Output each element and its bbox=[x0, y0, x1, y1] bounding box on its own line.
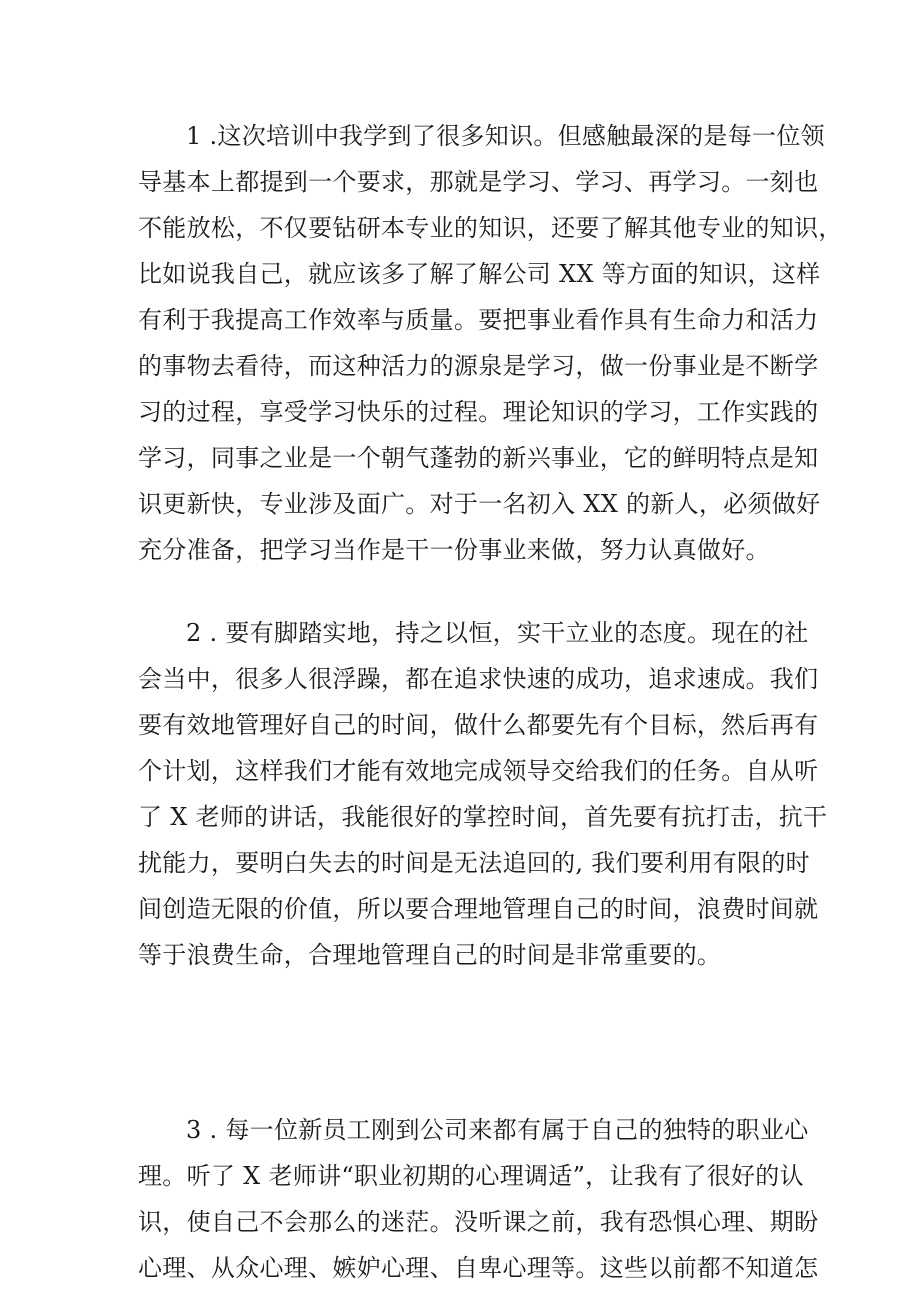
paragraph-2 bbox=[138, 610, 828, 978]
text-line: 的事物去看待，而这种活力的源泉是学习，做一份事业是不断学 bbox=[138, 352, 819, 380]
text-line: 比如说我自己，就应该多了解了解公司 XX 等方面的知识，这样 bbox=[138, 260, 821, 288]
text-line: 学习，同事之业是一个朝气蓬勃的新兴事业，它的鲜明特点是知 bbox=[138, 444, 819, 472]
text-line: 理。听了 X 老师讲“职业初期的心理调适”，让我有了很好的认 bbox=[138, 1162, 804, 1190]
text-line: 要有效地管理好自己的时间，做什么都要先有个目标，然后再有 bbox=[138, 711, 819, 739]
text-line: 识，使自己不会那么的迷茫。没听课之前，我有恐惧心理、期盼 bbox=[138, 1208, 819, 1236]
paragraph-3 bbox=[138, 1107, 819, 1291]
text-line: 充分准备，把学习当作是干一份事业来做，努力认真做好。 bbox=[138, 536, 770, 564]
text-line: 间创造无限的价值，所以要合理地管理自己的时间，浪费时间就 bbox=[138, 895, 819, 923]
text-line: 不能放松，不仅要钻研本专业的知识，还要了解其他专业的知识， bbox=[138, 214, 843, 242]
text-line: 扰能力，要明白失去的时间是无法追回的, 我们要利用有限的时 bbox=[138, 849, 810, 877]
text-line: 1 .这次培训中我学到了很多知识。但感触最深的是每一位领 bbox=[186, 122, 825, 150]
text-line: 2 . 要有脚踏实地，持之以恒，实干立业的态度。现在的社 bbox=[186, 619, 809, 647]
text-line: 个计划，这样我们才能有效地完成领导交给我们的任务。自从听 bbox=[138, 757, 819, 785]
text-line: 会当中，很多人很浮躁，都在追求快速的成功，追求速成。我们 bbox=[138, 665, 819, 693]
text-line: 习的过程，享受学习快乐的过程。理论知识的学习，工作实践的 bbox=[138, 398, 819, 426]
text-line: 心理、从众心理、嫉妒心理、自卑心理等。这些以前都不知道怎 bbox=[138, 1254, 819, 1282]
text-line: 等于浪费生命，合理地管理自己的时间是非常重要的。 bbox=[138, 941, 722, 969]
text-line: 3 . 每一位新员工刚到公司来都有属于自己的独特的职业心 bbox=[186, 1116, 809, 1144]
text-line: 有利于我提高工作效率与质量。要把事业看作具有生命力和活力 bbox=[138, 306, 819, 334]
paragraph-1 bbox=[138, 113, 843, 573]
text-line: 了 X 老师的讲话，我能很好的掌控时间，首先要有抗打击，抗干 bbox=[138, 803, 828, 831]
text-line: 导基本上都提到一个要求，那就是学习、学习、再学习。一刻也 bbox=[138, 168, 819, 196]
text-line: 识更新快，专业涉及面广。对于一名初入 XX 的新人，必须做好 bbox=[138, 490, 821, 518]
